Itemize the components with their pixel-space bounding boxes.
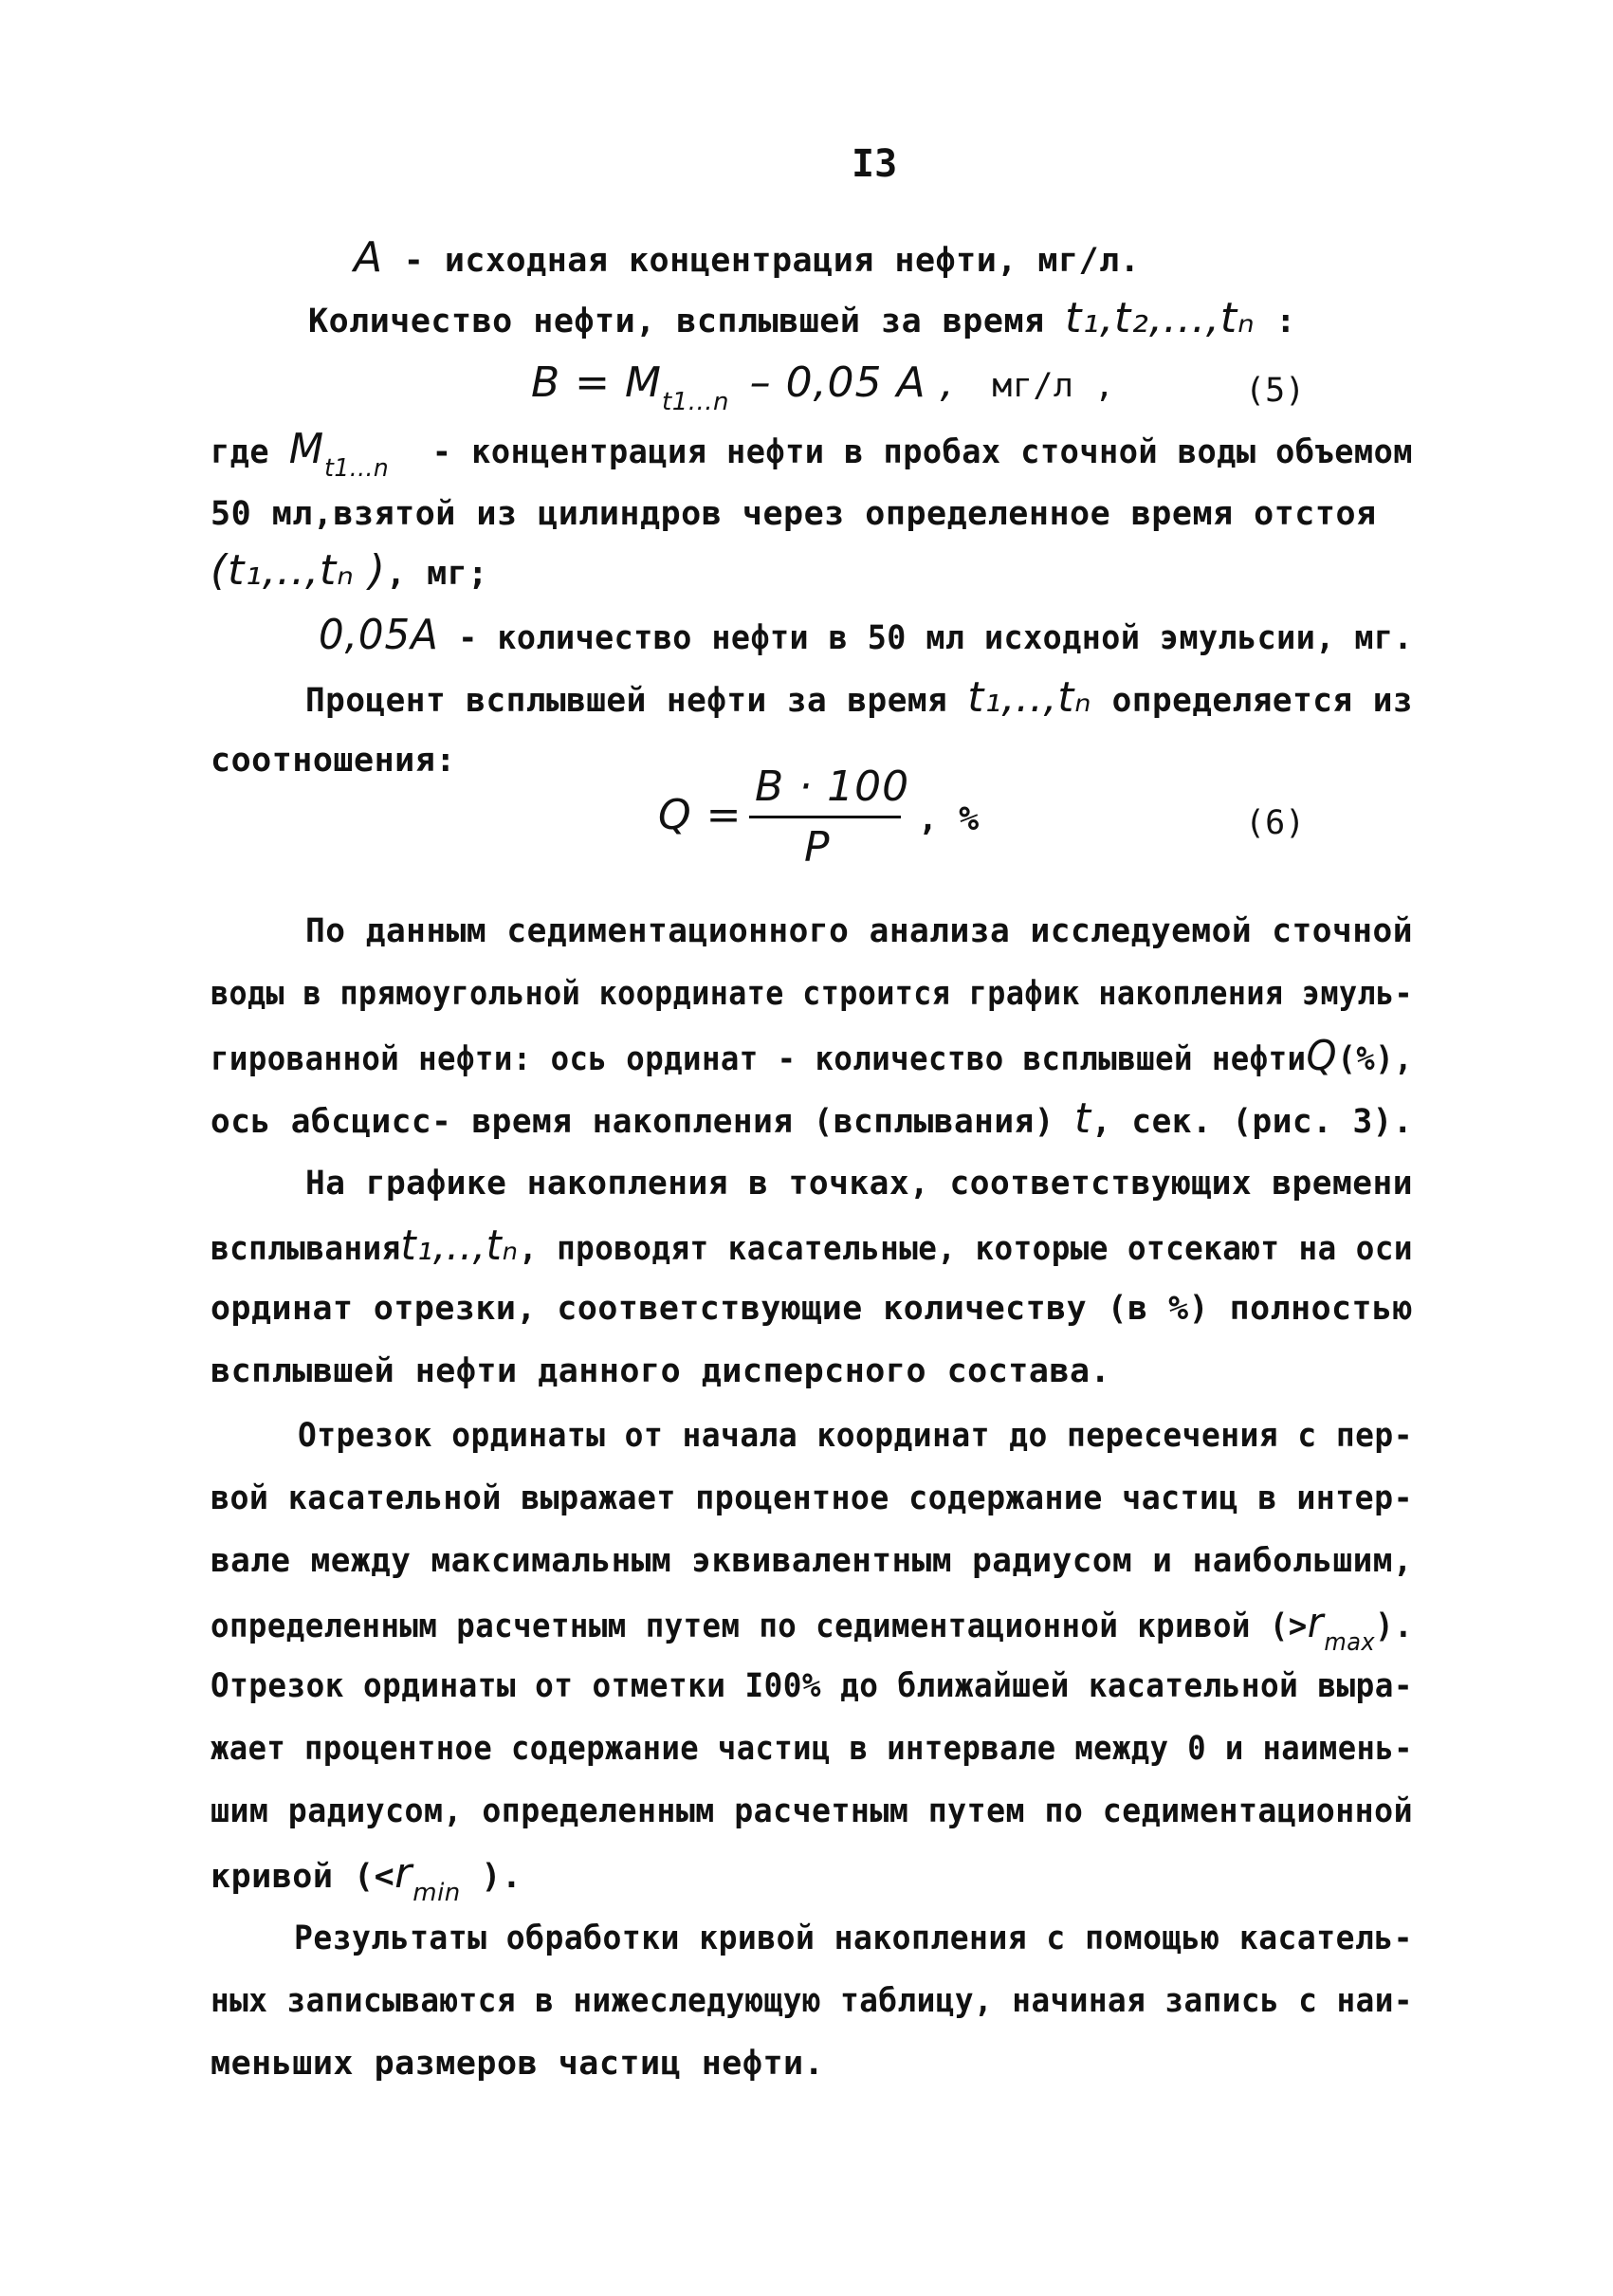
para2-line2a: всплывания: [211, 1230, 401, 1268]
def-005a-line: [319, 611, 1414, 659]
para3-line4a: определенным расчетным путем по седиментационной кривой (>: [211, 1607, 1308, 1645]
where-line: [211, 425, 1413, 483]
where-line3-sym: (t₁,..,tₙ ): [211, 546, 386, 595]
para1-line2: воды в прямоугольной координате строится график накопления эмуль-: [211, 975, 1413, 1013]
eq5-unit: мг/л ,: [992, 367, 1115, 405]
para1-line4: [211, 1094, 1414, 1143]
para1-line4-sym: t: [1074, 1094, 1092, 1143]
para3-line5: Отрезок ординаты от отметки I00% до ближайшей касательной выра-: [211, 1667, 1413, 1705]
percent-line1b: определяется из: [1111, 682, 1414, 720]
equation-5: [531, 358, 1115, 416]
eq6-fraction-bar: [749, 816, 901, 818]
para3-line4: [211, 1599, 1414, 1657]
para2-line2b: , проводят касательные, которые отсекают на оси: [518, 1230, 1413, 1268]
m-symbol: M: [288, 425, 325, 473]
para2-line2: [211, 1221, 1413, 1270]
para2-line4: всплывшей нефти данного дисперсного состава.: [211, 1352, 1111, 1390]
para3-line8a: кривой (<: [211, 1858, 395, 1896]
para4-line2: ных записываются в нижеследующую таблицу, начиная запись с наи-: [211, 1982, 1413, 2020]
para1-line3-sym: Q: [1306, 1032, 1338, 1080]
para2-line2-sym: t₁,..,tₙ: [400, 1221, 519, 1270]
page-number: I3: [852, 142, 898, 186]
para3-line1: Отрезок ординаты от начала координат до пересечения с пер-: [298, 1417, 1413, 1455]
para1-line3a: гированной нефти: ось ординат - количество всплывшей нефти: [211, 1040, 1307, 1078]
eq6-denominator: P: [804, 823, 831, 872]
where-line3: [211, 546, 488, 595]
eq6-numerator: B · 100: [755, 762, 910, 811]
para1-line4a: ось абсцисс- время накопления (всплывания): [211, 1103, 1054, 1141]
para3-line8-sub: min: [412, 1879, 461, 1907]
where-line1: - концентрация нефти в пробах сточной воды объемом: [431, 433, 1413, 471]
para3-line6: жает процентное содержание частиц в интервале между 0 и наимень-: [211, 1730, 1413, 1768]
eq5-rhs: – 0,05 A ,: [749, 358, 955, 407]
m-sub: t1...n: [324, 454, 390, 483]
para3-line8: [211, 1849, 522, 1907]
eq6-unit: , %: [918, 800, 980, 838]
percent-line1: [305, 673, 1414, 722]
para1-line3b: (%),: [1337, 1040, 1414, 1078]
para4-line1: Результаты обработки кривой накопления с помощью касатель-: [294, 1919, 1413, 1957]
para3-line2: вой касательной выражает процентное содержание частиц в интер-: [211, 1479, 1414, 1517]
qty-colon: :: [1275, 303, 1296, 340]
percent-line2: соотношения:: [211, 742, 456, 780]
qty-line: [308, 294, 1296, 342]
qty-symbols: t₁,t₂,...,tₙ: [1065, 294, 1256, 342]
def-005a-text: - количество нефти в 50 мл исходной эмульсии, мг.: [458, 619, 1414, 657]
def-a-line: [354, 233, 1141, 282]
symbol-a: A: [354, 233, 384, 282]
eq5-number: (5): [1245, 372, 1306, 410]
para3-line8-sym: r: [394, 1849, 413, 1898]
para2-line3: ординат отрезки, соответствующие количеству (в %) полностью: [211, 1290, 1414, 1328]
qty-intro: Количество нефти, всплывшей за время: [308, 303, 1045, 340]
eq6-lhs: Q =: [658, 791, 742, 839]
eq6-number: (6): [1245, 804, 1306, 842]
para2-line1: На графике накопления в точках, соответствующих времени: [305, 1165, 1413, 1203]
para1-line4b: , сек. (рис. 3).: [1091, 1103, 1414, 1141]
eq5-lhs: B = M: [531, 358, 662, 407]
where-line3-text: , мг;: [385, 555, 488, 593]
para1-line1: По данным седиментационного анализа исследуемой сточной: [305, 912, 1413, 950]
para3-line3: вале между максимальным эквивалентным радиусом и наибольшим,: [211, 1542, 1414, 1580]
para3-line4-sym: r: [1307, 1599, 1325, 1647]
percent-line1-sym: t₁,..,tₙ: [967, 673, 1092, 722]
para3-line8b: ).: [460, 1858, 522, 1896]
para3-line4-sub: max: [1324, 1628, 1376, 1657]
para3-line7: шим радиусом, определенным расчетным путем по седиментационной: [211, 1792, 1414, 1830]
eq5-sub: t1...n: [662, 388, 730, 416]
where-line2: 50 мл,взятой из цилиндров через определенное время отстоя: [211, 495, 1377, 533]
symbol-005a: 0,05A: [319, 611, 439, 659]
para4-line3: меньших размеров частиц нефти.: [211, 2045, 825, 2083]
para3-line4b: ).: [1375, 1607, 1414, 1645]
para1-line3: [211, 1032, 1414, 1080]
where-word: где: [211, 433, 270, 471]
def-a-text: - исходная концентрация нефти, мг/л.: [403, 242, 1141, 280]
percent-line1a: Процент всплывшей нефти за время: [305, 682, 948, 720]
